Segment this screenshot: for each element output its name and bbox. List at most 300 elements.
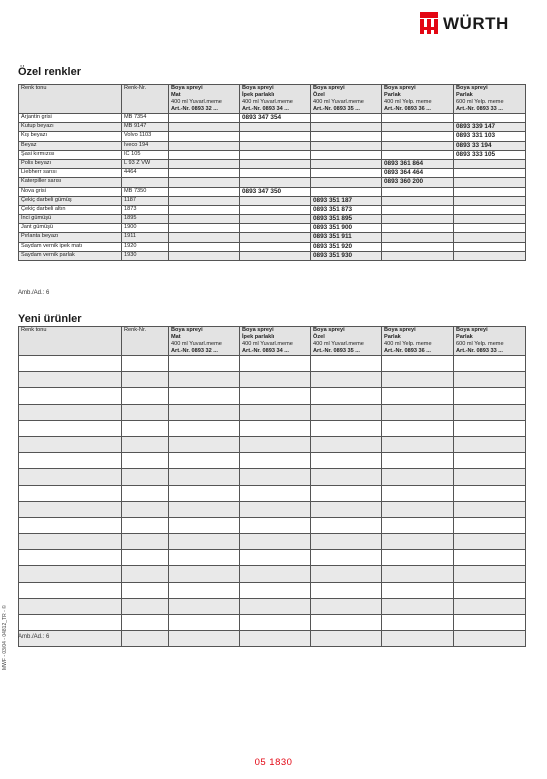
empty-cell [454, 469, 526, 485]
table-cell: Kutup beyazı [19, 123, 122, 132]
table-cell: Liebherr sarısı [19, 169, 122, 178]
article-number-cell [311, 132, 382, 141]
empty-cell [19, 566, 122, 582]
table-cell: Beyaz [19, 141, 122, 150]
article-number-cell [454, 251, 526, 260]
empty-cell [122, 436, 169, 452]
article-number-cell [240, 196, 311, 205]
empty-cell [19, 453, 122, 469]
column-header-title: Boya spreyi [242, 327, 274, 333]
article-number-cell [382, 114, 454, 123]
column-header [169, 327, 240, 356]
article-number-cell [454, 169, 526, 178]
column-header-title: Boya spreyi [456, 85, 488, 91]
empty-cell [169, 615, 240, 631]
column-header-desc: 400 ml Yuvarl.meme [313, 341, 364, 347]
empty-cell [382, 453, 454, 469]
empty-cell [240, 501, 311, 517]
table-row [19, 517, 526, 533]
article-number-cell [240, 233, 311, 242]
column-header-sub: İpek parlaklı [242, 92, 275, 98]
empty-cell [311, 615, 382, 631]
empty-cell [382, 615, 454, 631]
empty-cell [311, 566, 382, 582]
table-cell: Kış beyazı [19, 132, 122, 141]
column-header [19, 327, 122, 356]
column-header-art: Art.-Nr. 0893 35 ... [313, 106, 360, 112]
empty-cell [122, 453, 169, 469]
column-header-sub: Parlak [456, 92, 473, 98]
article-number-cell [382, 233, 454, 242]
article-number-cell: 0893 351 895 [311, 215, 382, 224]
table-cell: Katerpiller sarısı [19, 178, 122, 187]
column-header-label: Renk-Nr. [124, 85, 147, 91]
table-cell: 1873 [122, 205, 169, 214]
empty-cell [19, 388, 122, 404]
empty-cell [122, 356, 169, 372]
column-header-sub: Mat [171, 92, 181, 98]
column-header-sub: Özel [313, 334, 325, 340]
column-header-desc: 400 ml Yuvarl.meme [242, 99, 293, 105]
empty-cell [122, 517, 169, 533]
article-number-cell [454, 205, 526, 214]
table-row [19, 485, 526, 501]
empty-cell [240, 566, 311, 582]
table-row [19, 150, 526, 159]
empty-cell [240, 517, 311, 533]
empty-cell [19, 517, 122, 533]
article-number-cell [169, 132, 240, 141]
column-header-sub: Mat [171, 334, 181, 340]
table-row [19, 356, 526, 372]
brand-name: WÜRTH [443, 14, 509, 33]
table-row [19, 582, 526, 598]
column-header-sub: Parlak [456, 334, 473, 340]
article-number-cell [311, 187, 382, 196]
column-header [240, 327, 311, 356]
wurth-logo-icon [420, 12, 438, 34]
empty-cell [169, 534, 240, 550]
empty-cell [382, 356, 454, 372]
empty-cell [454, 501, 526, 517]
empty-cell [169, 356, 240, 372]
article-number-cell [169, 215, 240, 224]
article-number-cell: 0893 347 354 [240, 114, 311, 123]
section-title-special-colors: Özel renkler [18, 66, 81, 78]
table-row [19, 566, 526, 582]
column-header-label: Renk-Nr. [124, 327, 147, 333]
empty-cell [311, 517, 382, 533]
empty-cell [19, 534, 122, 550]
pack-quantity-note: Amb./Ad.: 6 [18, 290, 50, 296]
empty-cell [122, 372, 169, 388]
table-header-row [19, 85, 526, 114]
empty-cell [122, 550, 169, 566]
empty-cell [382, 485, 454, 501]
article-number-cell: 0893 333 105 [454, 150, 526, 159]
table-row [19, 169, 526, 178]
column-header [382, 327, 454, 356]
table-row [19, 420, 526, 436]
empty-cell [311, 598, 382, 614]
empty-cell [311, 388, 382, 404]
table-cell: Saydam vernik ipek matı [19, 242, 122, 251]
table-row [19, 224, 526, 233]
article-number-cell: 0893 339 147 [454, 123, 526, 132]
table-cell: Iveco 194 [122, 141, 169, 150]
empty-cell [311, 469, 382, 485]
empty-cell [19, 485, 122, 501]
column-header-title: Boya spreyi [171, 85, 203, 91]
article-number-cell [240, 123, 311, 132]
column-header [382, 85, 454, 114]
article-number-cell: 0893 351 900 [311, 224, 382, 233]
table-cell: Pırlanta beyazı [19, 233, 122, 242]
article-number-cell [311, 123, 382, 132]
table-cell: 1920 [122, 242, 169, 251]
empty-cell [382, 501, 454, 517]
empty-cell [122, 566, 169, 582]
article-number-cell [169, 242, 240, 251]
table-cell: Volvo 1103 [122, 132, 169, 141]
table-cell: Saydam vernik parlak [19, 251, 122, 260]
column-header-title: Boya spreyi [313, 327, 345, 333]
table-row [19, 251, 526, 260]
table-row [19, 178, 526, 187]
empty-cell [382, 534, 454, 550]
empty-cell [454, 372, 526, 388]
article-number-cell: 0893 351 187 [311, 196, 382, 205]
article-number-cell [169, 178, 240, 187]
empty-cell [19, 550, 122, 566]
column-header [454, 85, 526, 114]
article-number-cell: 0893 351 911 [311, 233, 382, 242]
empty-cell [240, 404, 311, 420]
empty-cell [19, 404, 122, 420]
column-header-art: Art.-Nr. 0893 34 ... [242, 348, 289, 354]
empty-cell [311, 501, 382, 517]
empty-cell [19, 372, 122, 388]
table-cell: Çekiç darbeli altın [19, 205, 122, 214]
article-number-cell [240, 132, 311, 141]
empty-cell [122, 501, 169, 517]
column-header-art: Art.-Nr. 0893 36 ... [384, 106, 431, 112]
pack-quantity-note: Amb./Ad.: 6 [18, 634, 50, 640]
empty-cell [169, 436, 240, 452]
table-row [19, 159, 526, 168]
empty-cell [122, 582, 169, 598]
empty-cell [240, 420, 311, 436]
column-header-title: Boya spreyi [456, 327, 488, 333]
empty-cell [169, 485, 240, 501]
article-number-cell [169, 187, 240, 196]
empty-cell [240, 631, 311, 647]
article-number-cell: 0893 351 873 [311, 205, 382, 214]
column-header-desc: 400 ml Yelp. meme [384, 341, 432, 347]
special-colors-table [18, 84, 526, 261]
article-number-cell [382, 205, 454, 214]
empty-cell [382, 372, 454, 388]
article-number-cell [311, 150, 382, 159]
article-number-cell: 0893 351 920 [311, 242, 382, 251]
empty-cell [382, 517, 454, 533]
table-cell: 1930 [122, 251, 169, 260]
empty-cell [169, 598, 240, 614]
empty-cell [311, 631, 382, 647]
column-header-art: Art.-Nr. 0893 36 ... [384, 348, 431, 354]
empty-cell [454, 631, 526, 647]
empty-cell [382, 631, 454, 647]
empty-cell [240, 453, 311, 469]
table-row [19, 114, 526, 123]
table-cell: 1187 [122, 196, 169, 205]
article-number-cell [240, 242, 311, 251]
article-number-cell [454, 233, 526, 242]
wurth-logo [388, 12, 528, 38]
article-number-cell [169, 141, 240, 150]
empty-cell [454, 598, 526, 614]
empty-cell [311, 404, 382, 420]
table-row [19, 215, 526, 224]
article-number-cell [169, 251, 240, 260]
table-cell: MB 7350 [122, 187, 169, 196]
new-products-table [18, 326, 526, 647]
table-cell: Çekiç darbeli gümüş [19, 196, 122, 205]
empty-cell [454, 404, 526, 420]
empty-cell [240, 550, 311, 566]
article-number-cell [169, 196, 240, 205]
table-row [19, 242, 526, 251]
column-header-label: Renk tonu [21, 85, 47, 91]
empty-cell [240, 436, 311, 452]
empty-cell [454, 534, 526, 550]
article-number-cell: 0893 331 103 [454, 132, 526, 141]
column-header-desc: 400 ml Yelp. meme [384, 99, 432, 105]
empty-cell [19, 582, 122, 598]
table-cell [122, 178, 169, 187]
article-number-cell [454, 242, 526, 251]
table-row [19, 404, 526, 420]
empty-cell [169, 517, 240, 533]
empty-cell [454, 420, 526, 436]
article-number-cell [169, 224, 240, 233]
article-number-cell: 0893 351 930 [311, 251, 382, 260]
column-header-desc: 400 ml Yuvarl.meme [171, 99, 222, 105]
table-row [19, 388, 526, 404]
article-number-cell [382, 150, 454, 159]
article-number-cell [454, 224, 526, 233]
empty-cell [454, 436, 526, 452]
empty-cell [122, 388, 169, 404]
empty-cell [311, 436, 382, 452]
column-header-sub: Parlak [384, 92, 401, 98]
empty-cell [169, 582, 240, 598]
article-number-cell [382, 242, 454, 251]
column-header-desc: 600 ml Yelp. meme [456, 341, 504, 347]
column-header-sub: Özel [313, 92, 325, 98]
empty-cell [240, 485, 311, 501]
article-number-cell: 0893 361 864 [382, 159, 454, 168]
table-row [19, 550, 526, 566]
empty-cell [240, 356, 311, 372]
empty-cell [240, 469, 311, 485]
empty-cell [169, 469, 240, 485]
article-number-cell [169, 169, 240, 178]
article-number-cell: 0893 360 200 [382, 178, 454, 187]
column-header-art: Art.-Nr. 0893 34 ... [242, 106, 289, 112]
table-row [19, 187, 526, 196]
column-header-title: Boya spreyi [384, 327, 416, 333]
article-number-cell [240, 251, 311, 260]
empty-cell [454, 388, 526, 404]
empty-cell [454, 582, 526, 598]
column-header [19, 85, 122, 114]
table-row [19, 132, 526, 141]
article-number-cell [169, 159, 240, 168]
column-header-art: Art.-Nr. 0893 33 ... [456, 348, 503, 354]
table-cell: Şasi kırmızısı [19, 150, 122, 159]
article-number-cell [311, 169, 382, 178]
article-number-cell [169, 123, 240, 132]
empty-cell [122, 631, 169, 647]
empty-cell [311, 550, 382, 566]
table-row [19, 436, 526, 452]
article-number-cell [311, 159, 382, 168]
column-header-art: Art.-Nr. 0893 35 ... [313, 348, 360, 354]
article-number-cell [382, 141, 454, 150]
article-number-cell [240, 178, 311, 187]
page-number: 05 1830 [254, 757, 293, 768]
article-number-cell [240, 205, 311, 214]
empty-cell [454, 550, 526, 566]
empty-cell [122, 469, 169, 485]
empty-cell [19, 469, 122, 485]
table-row [19, 534, 526, 550]
article-number-cell: 0893 364 464 [382, 169, 454, 178]
empty-cell [19, 615, 122, 631]
article-number-cell [382, 187, 454, 196]
column-header-desc: 400 ml Yuvarl.meme [171, 341, 222, 347]
table-row [19, 372, 526, 388]
table-cell: Nova grisi [19, 187, 122, 196]
table-row [19, 598, 526, 614]
column-header-title: Boya spreyi [242, 85, 274, 91]
article-number-cell [311, 178, 382, 187]
column-header-sub: İpek parlaklı [242, 334, 275, 340]
empty-cell [122, 534, 169, 550]
empty-cell [382, 420, 454, 436]
column-header-sub: Parlak [384, 334, 401, 340]
column-header-label: Renk tonu [21, 327, 47, 333]
article-number-cell [382, 251, 454, 260]
empty-cell [169, 631, 240, 647]
article-number-cell [169, 150, 240, 159]
column-header-art: Art.-Nr. 0893 32 ... [171, 106, 218, 112]
table-cell: Polis beyazı [19, 159, 122, 168]
empty-cell [382, 469, 454, 485]
table-row [19, 615, 526, 631]
empty-cell [454, 517, 526, 533]
table-cell: Arjantin grisi [19, 114, 122, 123]
empty-cell [19, 436, 122, 452]
empty-cell [169, 388, 240, 404]
empty-cell [382, 582, 454, 598]
empty-cell [311, 372, 382, 388]
table-cell: İnci gümüşü [19, 215, 122, 224]
empty-cell [169, 501, 240, 517]
table-row [19, 205, 526, 214]
column-header-title: Boya spreyi [171, 327, 203, 333]
article-number-cell: 0893 33 194 [454, 141, 526, 150]
table-cell: 1911 [122, 233, 169, 242]
empty-cell [382, 598, 454, 614]
table-cell: L 93 Z VW [122, 159, 169, 168]
empty-cell [311, 485, 382, 501]
empty-cell [311, 582, 382, 598]
article-number-cell [311, 114, 382, 123]
empty-cell [240, 534, 311, 550]
empty-cell [122, 485, 169, 501]
empty-cell [19, 501, 122, 517]
empty-cell [240, 615, 311, 631]
empty-cell [311, 420, 382, 436]
table-cell: 4464 [122, 169, 169, 178]
empty-cell [311, 356, 382, 372]
table-row [19, 631, 526, 647]
table-row [19, 196, 526, 205]
article-number-cell [240, 224, 311, 233]
empty-cell [169, 404, 240, 420]
column-header [169, 85, 240, 114]
article-number-cell [454, 187, 526, 196]
empty-cell [19, 598, 122, 614]
empty-cell [19, 420, 122, 436]
empty-cell [240, 388, 311, 404]
article-number-cell [169, 233, 240, 242]
column-header [122, 327, 169, 356]
table-row [19, 501, 526, 517]
article-number-cell [454, 196, 526, 205]
empty-cell [122, 420, 169, 436]
article-number-cell [240, 141, 311, 150]
empty-cell [169, 453, 240, 469]
table-row [19, 141, 526, 150]
table-cell: Jant gümüşü [19, 224, 122, 233]
article-number-cell: 0893 347 350 [240, 187, 311, 196]
column-header-title: Boya spreyi [313, 85, 345, 91]
empty-cell [240, 598, 311, 614]
empty-cell [240, 372, 311, 388]
article-number-cell [382, 215, 454, 224]
section-title-new-products: Yeni ürünler [18, 313, 82, 325]
article-number-cell [454, 178, 526, 187]
empty-cell [382, 404, 454, 420]
empty-cell [382, 388, 454, 404]
article-number-cell [454, 215, 526, 224]
column-header [311, 85, 382, 114]
article-number-cell [382, 123, 454, 132]
empty-cell [122, 404, 169, 420]
empty-cell [454, 566, 526, 582]
table-row [19, 233, 526, 242]
article-number-cell [169, 114, 240, 123]
empty-cell [311, 453, 382, 469]
empty-cell [454, 485, 526, 501]
table-cell: IC 105 [122, 150, 169, 159]
empty-cell [311, 534, 382, 550]
article-number-cell [169, 205, 240, 214]
empty-cell [169, 372, 240, 388]
